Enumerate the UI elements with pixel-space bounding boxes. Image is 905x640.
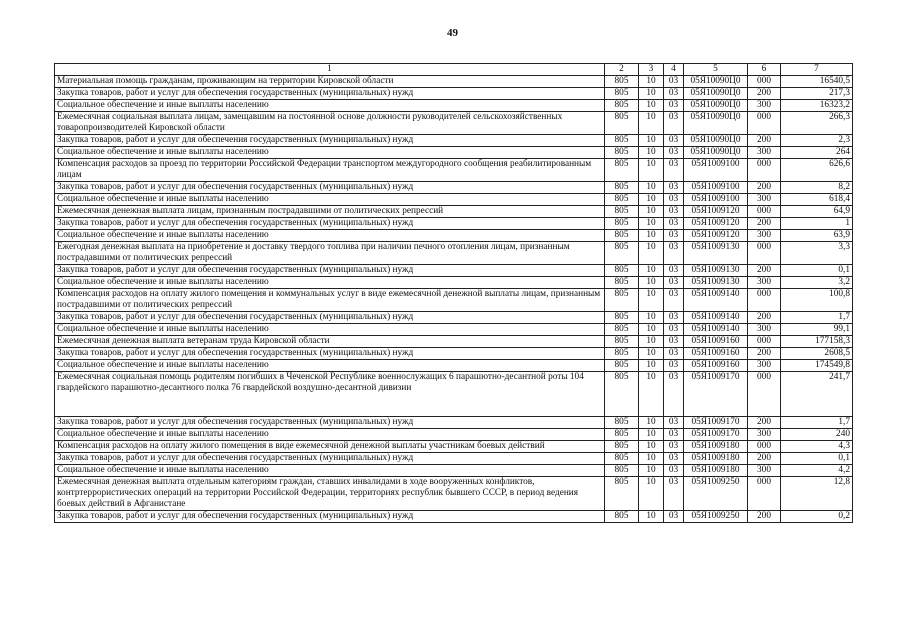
amount: 1 bbox=[781, 218, 853, 230]
admin-code: 805 bbox=[605, 289, 639, 312]
admin-code: 805 bbox=[605, 194, 639, 206]
amount: 174549,8 bbox=[781, 360, 853, 372]
expense-type-code: 200 bbox=[748, 218, 781, 230]
subsection-code: 03 bbox=[664, 76, 684, 88]
expense-type-code: 300 bbox=[748, 277, 781, 289]
column-header: 3 bbox=[639, 64, 664, 76]
subsection-code: 03 bbox=[664, 112, 684, 135]
subsection-code: 03 bbox=[664, 242, 684, 265]
table-row bbox=[55, 348, 853, 360]
expense-type-code: 300 bbox=[748, 230, 781, 242]
amount: 12,8 bbox=[781, 477, 853, 511]
admin-code: 805 bbox=[605, 441, 639, 453]
row-name: Закупка товаров, работ и услуг для обеспечения государственных (муниципальных) нужд bbox=[55, 312, 605, 324]
table-row bbox=[55, 100, 853, 112]
target-article-code: 05Я10090Ц0 bbox=[684, 112, 748, 135]
section-code: 10 bbox=[639, 312, 664, 324]
row-name: Ежемесячная денежная выплата ветеранам труда Кировской области bbox=[55, 336, 605, 348]
target-article-code: 05Я10090Ц0 bbox=[684, 88, 748, 100]
column-header: 7 bbox=[781, 64, 853, 76]
amount: 626,6 bbox=[781, 159, 853, 182]
table-row bbox=[55, 360, 853, 372]
page-number: 49 bbox=[447, 27, 458, 39]
expense-type-code: 000 bbox=[748, 441, 781, 453]
expense-type-code: 200 bbox=[748, 135, 781, 147]
table-header-row bbox=[55, 64, 853, 76]
table-row bbox=[55, 372, 853, 417]
section-code: 10 bbox=[639, 453, 664, 465]
table-row bbox=[55, 312, 853, 324]
amount: 177158,3 bbox=[781, 336, 853, 348]
row-name: Материальная помощь гражданам, проживающим на территории Кировской области bbox=[55, 76, 605, 88]
row-name: Ежемесячная денежная выплата лицам, признанным пострадавшими от политических репрессий bbox=[55, 206, 605, 218]
section-code: 10 bbox=[639, 242, 664, 265]
target-article-code: 05Я1009160 bbox=[684, 336, 748, 348]
subsection-code: 03 bbox=[664, 324, 684, 336]
subsection-code: 03 bbox=[664, 360, 684, 372]
target-article-code: 05Я1009120 bbox=[684, 230, 748, 242]
subsection-code: 03 bbox=[664, 88, 684, 100]
target-article-code: 05Я1009140 bbox=[684, 289, 748, 312]
table-row bbox=[55, 242, 853, 265]
target-article-code: 05Я1009250 bbox=[684, 511, 748, 523]
expense-type-code: 300 bbox=[748, 100, 781, 112]
row-name: Социальное обеспечение и иные выплаты населению bbox=[55, 429, 605, 441]
subsection-code: 03 bbox=[664, 218, 684, 230]
admin-code: 805 bbox=[605, 242, 639, 265]
section-code: 10 bbox=[639, 147, 664, 159]
section-code: 10 bbox=[639, 206, 664, 218]
expense-type-code: 000 bbox=[748, 336, 781, 348]
amount: 64,9 bbox=[781, 206, 853, 218]
subsection-code: 03 bbox=[664, 100, 684, 112]
admin-code: 805 bbox=[605, 147, 639, 159]
subsection-code: 03 bbox=[664, 312, 684, 324]
subsection-code: 03 bbox=[664, 194, 684, 206]
admin-code: 805 bbox=[605, 218, 639, 230]
row-name: Социальное обеспечение и иные выплаты населению bbox=[55, 360, 605, 372]
amount: 1,7 bbox=[781, 312, 853, 324]
row-name: Социальное обеспечение и иные выплаты населению bbox=[55, 100, 605, 112]
column-header: 1 bbox=[55, 64, 605, 76]
section-code: 10 bbox=[639, 360, 664, 372]
target-article-code: 05Я1009170 bbox=[684, 417, 748, 429]
column-header: 5 bbox=[684, 64, 748, 76]
budget-table bbox=[54, 63, 853, 523]
target-article-code: 05Я1009100 bbox=[684, 159, 748, 182]
section-code: 10 bbox=[639, 159, 664, 182]
row-name: Закупка товаров, работ и услуг для обеспечения государственных (муниципальных) нужд bbox=[55, 88, 605, 100]
expense-type-code: 200 bbox=[748, 265, 781, 277]
expense-type-code: 200 bbox=[748, 348, 781, 360]
expense-type-code: 000 bbox=[748, 242, 781, 265]
row-name: Социальное обеспечение и иные выплаты населению bbox=[55, 277, 605, 289]
target-article-code: 05Я1009180 bbox=[684, 465, 748, 477]
target-article-code: 05Я1009170 bbox=[684, 372, 748, 417]
amount: 0,2 bbox=[781, 511, 853, 523]
section-code: 10 bbox=[639, 265, 664, 277]
table-row bbox=[55, 230, 853, 242]
admin-code: 805 bbox=[605, 429, 639, 441]
admin-code: 805 bbox=[605, 511, 639, 523]
section-code: 10 bbox=[639, 218, 664, 230]
section-code: 10 bbox=[639, 112, 664, 135]
expense-type-code: 300 bbox=[748, 465, 781, 477]
expense-type-code: 300 bbox=[748, 360, 781, 372]
subsection-code: 03 bbox=[664, 289, 684, 312]
amount: 99,1 bbox=[781, 324, 853, 336]
target-article-code: 05Я1009130 bbox=[684, 277, 748, 289]
subsection-code: 03 bbox=[664, 336, 684, 348]
subsection-code: 03 bbox=[664, 265, 684, 277]
target-article-code: 05Я10090Ц0 bbox=[684, 135, 748, 147]
row-name: Компенсация расходов за проезд по территории Российской Федерации транспортом междугородного сообщения реабилитированным лицам bbox=[55, 159, 605, 182]
admin-code: 805 bbox=[605, 453, 639, 465]
amount: 8,2 bbox=[781, 182, 853, 194]
section-code: 10 bbox=[639, 336, 664, 348]
admin-code: 805 bbox=[605, 135, 639, 147]
row-name: Социальное обеспечение и иные выплаты населению bbox=[55, 465, 605, 477]
row-name: Ежемесячная социальная помощь родителям погибших в Чеченской Республике военнослужащих 6 парашютно-десантной роты 104 гвардейского парашютно-десантного полка 76 гвардейской воздушно-десантной дивизии bbox=[55, 372, 605, 417]
section-code: 10 bbox=[639, 348, 664, 360]
row-name: Закупка товаров, работ и услуг для обеспечения государственных (муниципальных) нужд bbox=[55, 511, 605, 523]
row-name: Закупка товаров, работ и услуг для обеспечения государственных (муниципальных) нужд bbox=[55, 218, 605, 230]
subsection-code: 03 bbox=[664, 147, 684, 159]
expense-type-code: 000 bbox=[748, 76, 781, 88]
section-code: 10 bbox=[639, 277, 664, 289]
row-name: Закупка товаров, работ и услуг для обеспечения государственных (муниципальных) нужд bbox=[55, 453, 605, 465]
section-code: 10 bbox=[639, 100, 664, 112]
amount: 266,3 bbox=[781, 112, 853, 135]
amount: 16323,2 bbox=[781, 100, 853, 112]
table-row bbox=[55, 218, 853, 230]
admin-code: 805 bbox=[605, 112, 639, 135]
row-name: Закупка товаров, работ и услуг для обеспечения государственных (муниципальных) нужд bbox=[55, 417, 605, 429]
admin-code: 805 bbox=[605, 230, 639, 242]
table-row bbox=[55, 159, 853, 182]
subsection-code: 03 bbox=[664, 206, 684, 218]
section-code: 10 bbox=[639, 135, 664, 147]
table-row bbox=[55, 135, 853, 147]
admin-code: 805 bbox=[605, 360, 639, 372]
amount: 217,3 bbox=[781, 88, 853, 100]
column-header: 2 bbox=[605, 64, 639, 76]
section-code: 10 bbox=[639, 230, 664, 242]
section-code: 10 bbox=[639, 88, 664, 100]
expense-type-code: 300 bbox=[748, 147, 781, 159]
table-row bbox=[55, 417, 853, 429]
section-code: 10 bbox=[639, 465, 664, 477]
admin-code: 805 bbox=[605, 372, 639, 417]
target-article-code: 05Я1009160 bbox=[684, 348, 748, 360]
admin-code: 805 bbox=[605, 88, 639, 100]
table-row bbox=[55, 429, 853, 441]
subsection-code: 03 bbox=[664, 511, 684, 523]
target-article-code: 05Я1009170 bbox=[684, 429, 748, 441]
subsection-code: 03 bbox=[664, 465, 684, 477]
row-name: Социальное обеспечение и иные выплаты населению bbox=[55, 324, 605, 336]
table-row bbox=[55, 88, 853, 100]
expense-type-code: 000 bbox=[748, 289, 781, 312]
table-row bbox=[55, 206, 853, 218]
section-code: 10 bbox=[639, 477, 664, 511]
section-code: 10 bbox=[639, 76, 664, 88]
target-article-code: 05Я10090Ц0 bbox=[684, 100, 748, 112]
admin-code: 805 bbox=[605, 417, 639, 429]
amount: 3,2 bbox=[781, 277, 853, 289]
section-code: 10 bbox=[639, 417, 664, 429]
table-body bbox=[55, 76, 853, 523]
subsection-code: 03 bbox=[664, 372, 684, 417]
expense-type-code: 200 bbox=[748, 417, 781, 429]
subsection-code: 03 bbox=[664, 429, 684, 441]
amount: 240 bbox=[781, 429, 853, 441]
target-article-code: 05Я1009140 bbox=[684, 312, 748, 324]
admin-code: 805 bbox=[605, 348, 639, 360]
expense-type-code: 300 bbox=[748, 429, 781, 441]
subsection-code: 03 bbox=[664, 277, 684, 289]
table-row bbox=[55, 265, 853, 277]
admin-code: 805 bbox=[605, 206, 639, 218]
table-row bbox=[55, 147, 853, 159]
table-row bbox=[55, 194, 853, 206]
target-article-code: 05Я10090Ц0 bbox=[684, 147, 748, 159]
admin-code: 805 bbox=[605, 265, 639, 277]
row-name: Закупка товаров, работ и услуг для обеспечения государственных (муниципальных) нужд bbox=[55, 135, 605, 147]
expense-type-code: 000 bbox=[748, 159, 781, 182]
row-name: Ежемесячная социальная выплата лицам, замещавшим на постоянной основе должности руководителей сельскохозяйственных товаропроизводителей Кировской области bbox=[55, 112, 605, 135]
admin-code: 805 bbox=[605, 336, 639, 348]
target-article-code: 05Я1009140 bbox=[684, 324, 748, 336]
column-header: 6 bbox=[748, 64, 781, 76]
table-row bbox=[55, 277, 853, 289]
target-article-code: 05Я1009160 bbox=[684, 360, 748, 372]
target-article-code: 05Я1009180 bbox=[684, 453, 748, 465]
expense-type-code: 300 bbox=[748, 324, 781, 336]
section-code: 10 bbox=[639, 372, 664, 417]
table-row bbox=[55, 76, 853, 88]
row-name: Социальное обеспечение и иные выплаты населению bbox=[55, 147, 605, 159]
subsection-code: 03 bbox=[664, 230, 684, 242]
amount: 3,3 bbox=[781, 242, 853, 265]
amount: 16540,5 bbox=[781, 76, 853, 88]
table-row bbox=[55, 441, 853, 453]
row-name: Закупка товаров, работ и услуг для обеспечения государственных (муниципальных) нужд bbox=[55, 265, 605, 277]
target-article-code: 05Я1009130 bbox=[684, 265, 748, 277]
table-row bbox=[55, 465, 853, 477]
subsection-code: 03 bbox=[664, 348, 684, 360]
column-header: 4 bbox=[664, 64, 684, 76]
target-article-code: 05Я1009120 bbox=[684, 218, 748, 230]
expense-type-code: 000 bbox=[748, 206, 781, 218]
row-name: Социальное обеспечение и иные выплаты населению bbox=[55, 230, 605, 242]
table-row bbox=[55, 112, 853, 135]
admin-code: 805 bbox=[605, 277, 639, 289]
table-row bbox=[55, 511, 853, 523]
target-article-code: 05Я1009120 bbox=[684, 206, 748, 218]
amount: 2,3 bbox=[781, 135, 853, 147]
row-name: Закупка товаров, работ и услуг для обеспечения государственных (муниципальных) нужд bbox=[55, 348, 605, 360]
row-name: Закупка товаров, работ и услуг для обеспечения государственных (муниципальных) нужд bbox=[55, 182, 605, 194]
target-article-code: 05Я1009130 bbox=[684, 242, 748, 265]
expense-type-code: 000 bbox=[748, 477, 781, 511]
row-name: Ежегодная денежная выплата на приобретение и доставку твердого топлива при наличии печного отопления лицам, признанным пострадавшими от политических репрессий bbox=[55, 242, 605, 265]
target-article-code: 05Я1009100 bbox=[684, 182, 748, 194]
expense-type-code: 300 bbox=[748, 194, 781, 206]
amount: 4,3 bbox=[781, 441, 853, 453]
subsection-code: 03 bbox=[664, 417, 684, 429]
section-code: 10 bbox=[639, 289, 664, 312]
amount: 0,1 bbox=[781, 265, 853, 277]
subsection-code: 03 bbox=[664, 182, 684, 194]
table-row bbox=[55, 477, 853, 511]
admin-code: 805 bbox=[605, 100, 639, 112]
row-name: Ежемесячная денежная выплата отдельным категориям граждан, ставших инвалидами в ходе вооруженных конфликтов, контртеррористических операций на территории Российской Федерации, территориях республик бывшего СССР, в период ведения боевых действий в Афганистане bbox=[55, 477, 605, 511]
expense-type-code: 200 bbox=[748, 453, 781, 465]
amount: 618,4 bbox=[781, 194, 853, 206]
amount: 241,7 bbox=[781, 372, 853, 417]
expense-type-code: 200 bbox=[748, 511, 781, 523]
table-row bbox=[55, 289, 853, 312]
admin-code: 805 bbox=[605, 465, 639, 477]
amount: 1,7 bbox=[781, 417, 853, 429]
table-row bbox=[55, 336, 853, 348]
target-article-code: 05Я1009250 bbox=[684, 477, 748, 511]
section-code: 10 bbox=[639, 194, 664, 206]
amount: 2608,5 bbox=[781, 348, 853, 360]
subsection-code: 03 bbox=[664, 159, 684, 182]
amount: 100,8 bbox=[781, 289, 853, 312]
row-name: Компенсация расходов на оплату жилого помещения и коммунальных услуг в виде ежемесячной денежной выплаты лицам, признанным пострадавшими от политических репрессий bbox=[55, 289, 605, 312]
section-code: 10 bbox=[639, 182, 664, 194]
subsection-code: 03 bbox=[664, 441, 684, 453]
target-article-code: 05Я1009180 bbox=[684, 441, 748, 453]
target-article-code: 05Я1009100 bbox=[684, 194, 748, 206]
subsection-code: 03 bbox=[664, 477, 684, 511]
table-row bbox=[55, 453, 853, 465]
admin-code: 805 bbox=[605, 76, 639, 88]
expense-type-code: 200 bbox=[748, 312, 781, 324]
subsection-code: 03 bbox=[664, 135, 684, 147]
table-row bbox=[55, 324, 853, 336]
amount: 0,1 bbox=[781, 453, 853, 465]
row-name: Социальное обеспечение и иные выплаты населению bbox=[55, 194, 605, 206]
section-code: 10 bbox=[639, 441, 664, 453]
admin-code: 805 bbox=[605, 477, 639, 511]
expense-type-code: 200 bbox=[748, 182, 781, 194]
expense-type-code: 200 bbox=[748, 88, 781, 100]
table-row bbox=[55, 182, 853, 194]
admin-code: 805 bbox=[605, 324, 639, 336]
section-code: 10 bbox=[639, 429, 664, 441]
admin-code: 805 bbox=[605, 159, 639, 182]
section-code: 10 bbox=[639, 511, 664, 523]
target-article-code: 05Я10090Ц0 bbox=[684, 76, 748, 88]
expense-type-code: 000 bbox=[748, 372, 781, 417]
admin-code: 805 bbox=[605, 182, 639, 194]
row-name: Компенсация расходов на оплату жилого помещения в виде ежемесячной денежной выплаты участникам боевых действий bbox=[55, 441, 605, 453]
section-code: 10 bbox=[639, 324, 664, 336]
admin-code: 805 bbox=[605, 312, 639, 324]
amount: 4,2 bbox=[781, 465, 853, 477]
amount: 63,9 bbox=[781, 230, 853, 242]
subsection-code: 03 bbox=[664, 453, 684, 465]
expense-type-code: 000 bbox=[748, 112, 781, 135]
amount: 264 bbox=[781, 147, 853, 159]
